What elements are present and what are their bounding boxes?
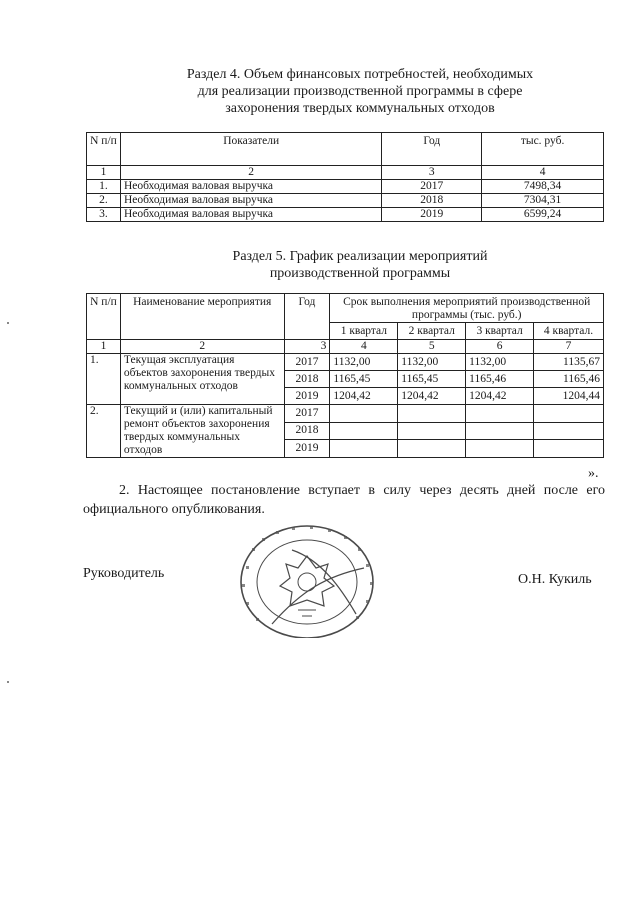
column-number: 1 [87, 340, 121, 354]
row-number: 2. [87, 194, 121, 208]
section4-table [86, 132, 604, 222]
col-header-period: Срок выполнения мероприятий производственной программы (тыс. руб.) [330, 294, 604, 323]
col-header-year: Год [284, 294, 330, 340]
quarter-value [330, 440, 398, 458]
quarter-value [466, 405, 534, 423]
table-row [87, 405, 604, 423]
row-number: 3. [87, 208, 121, 222]
closing-quote: ». [588, 466, 599, 481]
section4-title-line: захоронения твердых коммунальных отходов [225, 101, 495, 116]
quarter-value: 1132,00 [398, 354, 466, 371]
column-numbers-row [87, 166, 604, 180]
column-number: 2 [120, 166, 381, 180]
quarter-value [466, 440, 534, 458]
column-number: 3 [382, 166, 482, 180]
row-year: 2018 [284, 371, 330, 388]
quarter-value: 1204,42 [330, 388, 398, 405]
paragraph-text: 2. Настоящее постановление вступает в силу через десять дней после его официального опубликования. [83, 483, 605, 517]
section4-title-line: Раздел 4. Объем финансовых потребностей, необходимых [186, 67, 534, 82]
quarter-value: 1204,42 [398, 388, 466, 405]
quarter-value [330, 405, 398, 423]
section5-title [170, 248, 550, 282]
section5-title-line: производственной программы [269, 266, 451, 281]
margin-mark [7, 681, 9, 683]
row-year: 2019 [284, 388, 330, 405]
quarter-value: 1204,42 [466, 388, 534, 405]
row-activity: Текущая эксплуатация объектов захоронения твердых коммунальных отходов [120, 354, 284, 405]
quarter-value [330, 422, 398, 440]
row-activity: Текущий и (или) капитальный ремонт объектов захоронения твердых коммунальных отходов [120, 405, 284, 458]
table-row [87, 180, 604, 194]
quarter-value [534, 405, 604, 423]
quarter-value [398, 422, 466, 440]
col-header-q2: 2 квартал [398, 323, 466, 340]
column-number: 4 [330, 340, 398, 354]
row-number: 1. [87, 354, 121, 405]
col-header-year: Год [382, 133, 482, 166]
section5-table [86, 293, 604, 458]
section4-title [150, 66, 570, 117]
column-number: 1 [87, 166, 121, 180]
row-number: 2. [87, 405, 121, 458]
row-indicator: Необходимая валовая выручка [120, 194, 381, 208]
column-number: 6 [466, 340, 534, 354]
effective-date-paragraph [83, 481, 605, 519]
col-header-q3: 3 квартал [466, 323, 534, 340]
row-year: 2018 [284, 422, 330, 440]
column-number: 3 [284, 340, 330, 354]
col-header-q4: 4 квартал. [534, 323, 604, 340]
row-number: 1. [87, 180, 121, 194]
row-value: 6599,24 [482, 208, 604, 222]
quarter-value: 1165,45 [330, 371, 398, 388]
quarter-value: 1132,00 [466, 354, 534, 371]
column-numbers-row [87, 340, 604, 354]
col-header-n: N п/п [87, 133, 121, 166]
col-header-q1: 1 квартал [330, 323, 398, 340]
section5-title-line: Раздел 5. График реализации мероприятий [232, 249, 488, 264]
row-indicator: Необходимая валовая выручка [120, 180, 381, 194]
section4-title-line: для реализации производственной программы в сфере [197, 84, 523, 99]
quarter-value: 1132,00 [330, 354, 398, 371]
signer-name: О.Н. Кукиль [518, 572, 592, 587]
quarter-value [398, 440, 466, 458]
row-value: 7304,31 [482, 194, 604, 208]
row-year: 2017 [284, 405, 330, 423]
quarter-value: 1165,45 [398, 371, 466, 388]
official-seal [232, 520, 382, 638]
row-value: 7498,34 [482, 180, 604, 194]
quarter-value: 1135,67 [534, 354, 604, 371]
quarter-value: 1165,46 [534, 371, 604, 388]
column-number: 5 [398, 340, 466, 354]
row-year: 2017 [382, 180, 482, 194]
quarter-value [398, 405, 466, 423]
quarter-value: 1165,46 [466, 371, 534, 388]
row-indicator: Необходимая валовая выручка [120, 208, 381, 222]
row-year: 2019 [382, 208, 482, 222]
quarter-value [466, 422, 534, 440]
quarter-value [534, 422, 604, 440]
col-header-activity: Наименование мероприятия [120, 294, 284, 340]
margin-mark [7, 322, 9, 324]
col-header-value: тыс. руб. [482, 133, 604, 166]
signer-position: Руководитель [83, 566, 165, 581]
table-header-row [87, 294, 604, 323]
table-row [87, 208, 604, 222]
column-number: 4 [482, 166, 604, 180]
column-number: 7 [534, 340, 604, 354]
row-year: 2017 [284, 354, 330, 371]
table-row [87, 354, 604, 371]
row-year: 2018 [382, 194, 482, 208]
col-header-indicator: Показатели [120, 133, 381, 166]
column-number: 2 [120, 340, 284, 354]
quarter-value [534, 440, 604, 458]
row-year: 2019 [284, 440, 330, 458]
table-header-row [87, 133, 604, 166]
col-header-n: N п/п [87, 294, 121, 340]
quarter-value: 1204,44 [534, 388, 604, 405]
table-row [87, 194, 604, 208]
